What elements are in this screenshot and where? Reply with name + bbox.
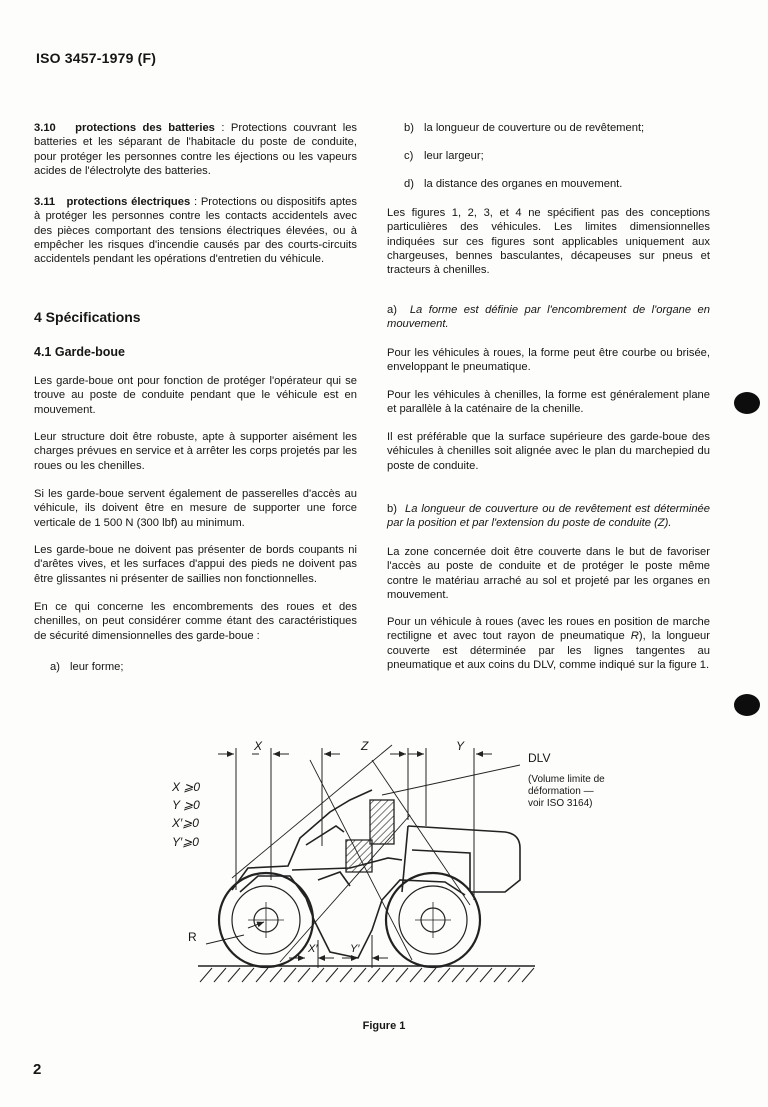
list-label: c) [404,150,414,162]
heading-specifications: 4 Spécifications [34,309,141,325]
rear-wheel [219,873,313,967]
radius-label: R [188,930,197,944]
dlv-note: déformation — [528,786,594,797]
condition-y: Y ⩾0 [172,798,200,812]
ground [198,966,535,982]
list-item-a [50,660,373,674]
condition-x: X ⩾0 [172,780,201,794]
condition-x-prime: X′⩾0 [172,816,199,830]
paragraph: Pour les véhicules à roues, la forme peut être courbe ou brisée, enveloppant le pneumatique. [387,347,710,374]
list-text: leur largeur; [424,150,484,162]
dim-label-y-prime: Y′ [350,943,360,955]
paragraph: Les garde-boue ont pour fonction de protéger l'opérateur qui se trouve au poste de conduite pendant que le véhicule est en mouvement. [34,375,357,416]
italic-text: La forme est définie par l'encombrement de l'organe en mouvement. [387,304,710,331]
front-wheel [386,873,480,967]
paragraph: Leur structure doit être robuste, apte à supporter aisément les charges prévues en service et à arrêter les corps projetés par les roues ou les chenilles. [34,431,357,472]
paragraph: Si les garde-boue servent également de passerelles d'accès au véhicule, ils doivent être en mesure de supporter une force verticale de 1 500 N (300 lbf) au minimum. [34,488,357,529]
clause-term: protections électriques [66,196,191,208]
italic-text: La longueur de couverture ou de revêtement est déterminée par la position et par l'extension du poste de conduite (Z). [387,503,711,530]
paragraph: Les figures 1, 2, 3, et 4 ne spécifient pas des conceptions particulières des véhicules. Les limites dimensionnelles indiquées sur ces figures sont applicables uniquement aux chargeuses, bennes basculantes, décapeuses sur pneus et tracteurs à chenilles. [387,207,710,277]
condition-y-prime: Y′⩾0 [172,835,199,849]
list-text: la distance des organes en mouvement. [424,178,623,190]
punch-hole [734,694,760,716]
paragraph: En ce qui concerne les encombrements des roues et des chenilles, on peut considérer comme étant des caractéristiques de sécurité dimensionnelles des garde-boue : [34,601,357,642]
list-item-c [404,149,727,163]
paragraph-b [387,502,710,531]
page-number: 2 [33,1061,42,1078]
list-label: a) [50,661,60,673]
dim-label-y: Y [456,739,465,753]
list-label: a) [387,304,397,316]
list-text: leur forme; [70,661,124,673]
dim-label-x-prime: X′ [308,943,318,955]
clause-number: 3.11 [34,196,56,208]
document-id: ISO 3457-1979 (F) [36,50,157,66]
paragraph: Il est préférable que la surface supérieure des garde-boue des véhicules à chenilles soit alignée avec le plan du marchepied du poste de conduite. [387,431,710,472]
dlv-label: DLV [528,751,551,765]
clause-term: protections des batteries [75,122,215,134]
list-label: b) [387,503,397,515]
paragraph-a [387,303,710,332]
dlv-volume [346,800,394,872]
clause-text: : Protections ou dispositifs aptes à protéger les personnes contre les contacts accidentels avec des pièces comportant des tensions électriques élevées, ou à empêcher les risques d'incendie causés par des courts-circuits accidentels pendant les opérations d'entretien du véhicule. [34,196,357,266]
clause-3-11 [34,195,357,266]
clause-number: 3.10 [34,122,56,134]
clause-text: : Protections couvrant les batteries et les séparant de l'habitacle du poste de conduite, pour protéger les personnes contre les éjections ou les vapeurs acides de l'électrolyte des batteries. [34,122,358,177]
figure-caption: Figure 1 [362,1020,406,1032]
paragraph: La zone concernée doit être couverte dans le but de favoriser l'accès au poste de conduite et de protéger le poste même contre le matériau arraché au sol et projeté par les organes en mouvement. [387,546,710,601]
dim-label-z: Z [361,739,369,753]
list-item-b [404,121,727,135]
clause-3-10 [34,121,357,178]
figure-1-diagram [0,730,768,1020]
paragraph: Pour les véhicules à chenilles, la forme est généralement plane et parallèle à la caténaire de la chenille. [387,389,710,416]
heading-garde-boue: 4.1 Garde-boue [34,345,125,359]
list-item-d [404,177,727,191]
list-text: la longueur de couverture ou de revêtement; [424,122,645,134]
dim-label-x: X [254,739,263,753]
paragraph: Les garde-boue ne doivent pas présenter de bords coupants ni d'arêtes vives, et les surfaces d'appui des pieds ne doivent pas être glissantes ni présenter de saillies non fonctionnelles. [34,544,357,585]
radius-symbol: R [630,630,639,643]
list-label: d) [404,178,414,190]
punch-hole [734,392,760,414]
list-label: b) [404,122,414,134]
paragraph: Pour un véhicule à roues (avec les roues en position de marche rectiligne et avec tout rayon de pneumatique R), la longueur couverte est déterminée par les lignes tangentes au pneumatique et aux coins du DLV, comme indiqué sur la figure 1. [387,616,710,671]
dlv-note: voir ISO 3164) [528,798,593,809]
dlv-note: (Volume limite de [528,774,605,785]
